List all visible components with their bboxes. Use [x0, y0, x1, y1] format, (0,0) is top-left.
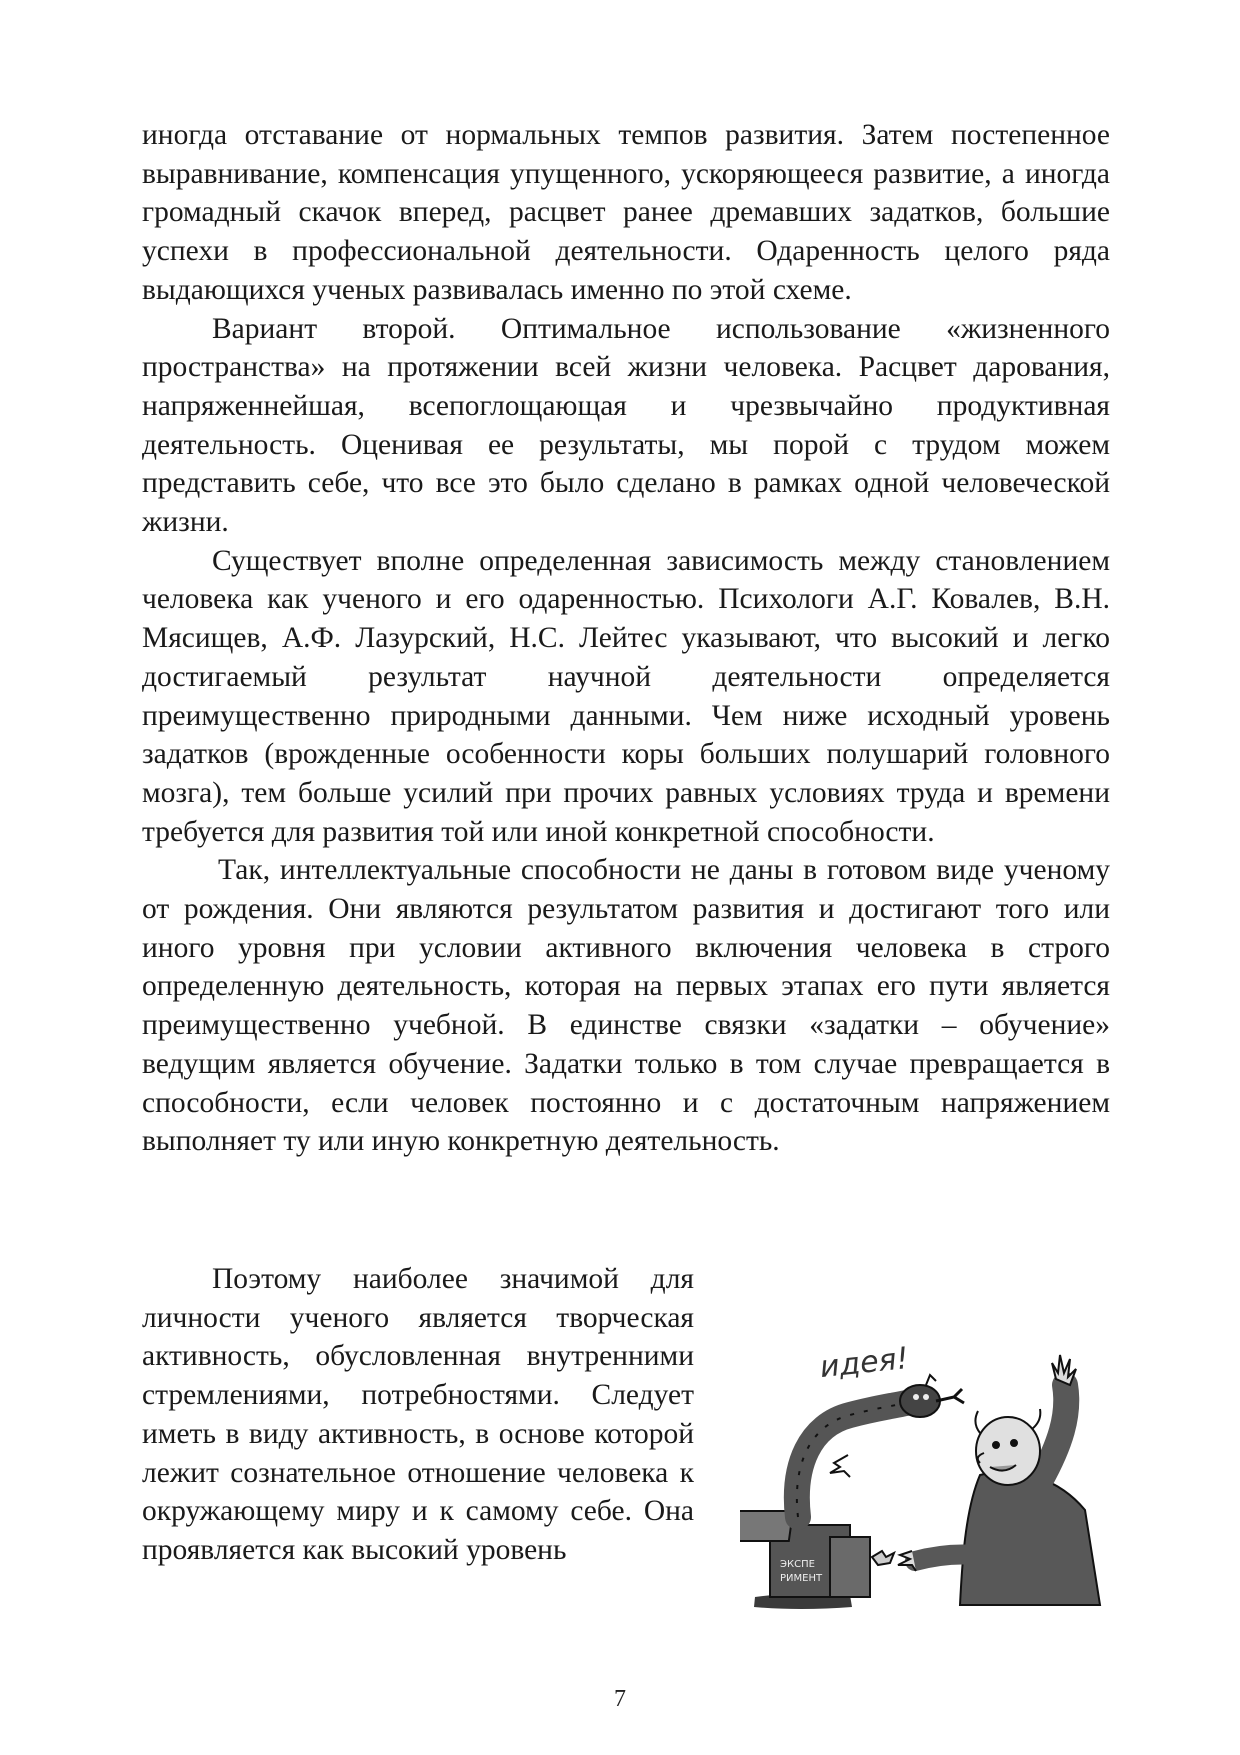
arm-head — [900, 1375, 964, 1417]
page-number: 7 — [614, 1686, 626, 1712]
paragraph-abilities: Так, интеллектуальные способности не даны в готовом виде ученому от рождения. Они являются результатом развития и достигают того или иного уровня при условии активного включения человека в строго определенную деятельность, которая на первых этапах его пути является преимущественно учебной. В единстве связки «задатки – обучение» ведущим является обучение. Задатки только в том случае превращается в способности, если человек постоянно и с достаточным напряжением выполняет ту или иную конкретную деятельность. — [142, 854, 1110, 1158]
idea-cartoon-illustration — [740, 1305, 1110, 1625]
box-hand — [872, 1551, 894, 1565]
body-text — [142, 116, 1110, 1161]
cartoon-caption: идея! — [818, 1341, 911, 1386]
paragraph-dependence: Существует вполне определенная зависимость между становлением человека как ученого и его одаренностью. Психологи А.Г. Ковалев, В.Н. Мясищев, А.Ф. Лазурский, Н.С. Лейтес указывают, что высокий и легко достигаемый результат научной деятельности определяется преимущественно природными данными. Чем ниже исходный уровень задатков (врожденные особенности коры больших полушарий головного мозга), тем больше усилий при прочих равных условиях труда и времени требуется для развития той или иной конкретной способности. — [142, 544, 1110, 848]
paragraph-variant-two: Вариант второй. Оптимальное использование «жизненного пространства» на протяжении всей жизни человека. Расцвет дарования, напряженнейшая, всепоглощающая и чрезвычайно продуктивная деятельность. Оценивая ее результаты, мы порой с трудом можем представить себе, что все это было сделано в рамках одной человеческой жизни. — [142, 312, 1110, 539]
paragraph-creative-activity: Поэтому наиболее значимой для личности ученого является творческая активность, обусловленная внутренними стремлениями, потребностями. Следует иметь в виду активность, в основе которой лежит сознательное отношение человека к окружающему миру и к самому себе. Она проявляется как высокий уровень — [142, 1263, 694, 1566]
body-text-wrapped — [142, 1260, 694, 1570]
box-label-bottom: РИМЕНТ — [780, 1573, 823, 1584]
mechanical-arm — [797, 1401, 915, 1517]
paragraph-continuation: иногда отставание от нормальных темпов развития. Затем постепенное выравнивание, компенсация упущенного, ускоряющееся развитие, а иногда громадный скачок вперед, расцвет ранее дремавших задатков, большие успехи в профессиональной деятельности. Одаренность целого ряда выдающихся ученых развивалась именно по этой схеме. — [142, 119, 1110, 306]
box-label-top: ЭКСПЕ — [780, 1559, 815, 1570]
